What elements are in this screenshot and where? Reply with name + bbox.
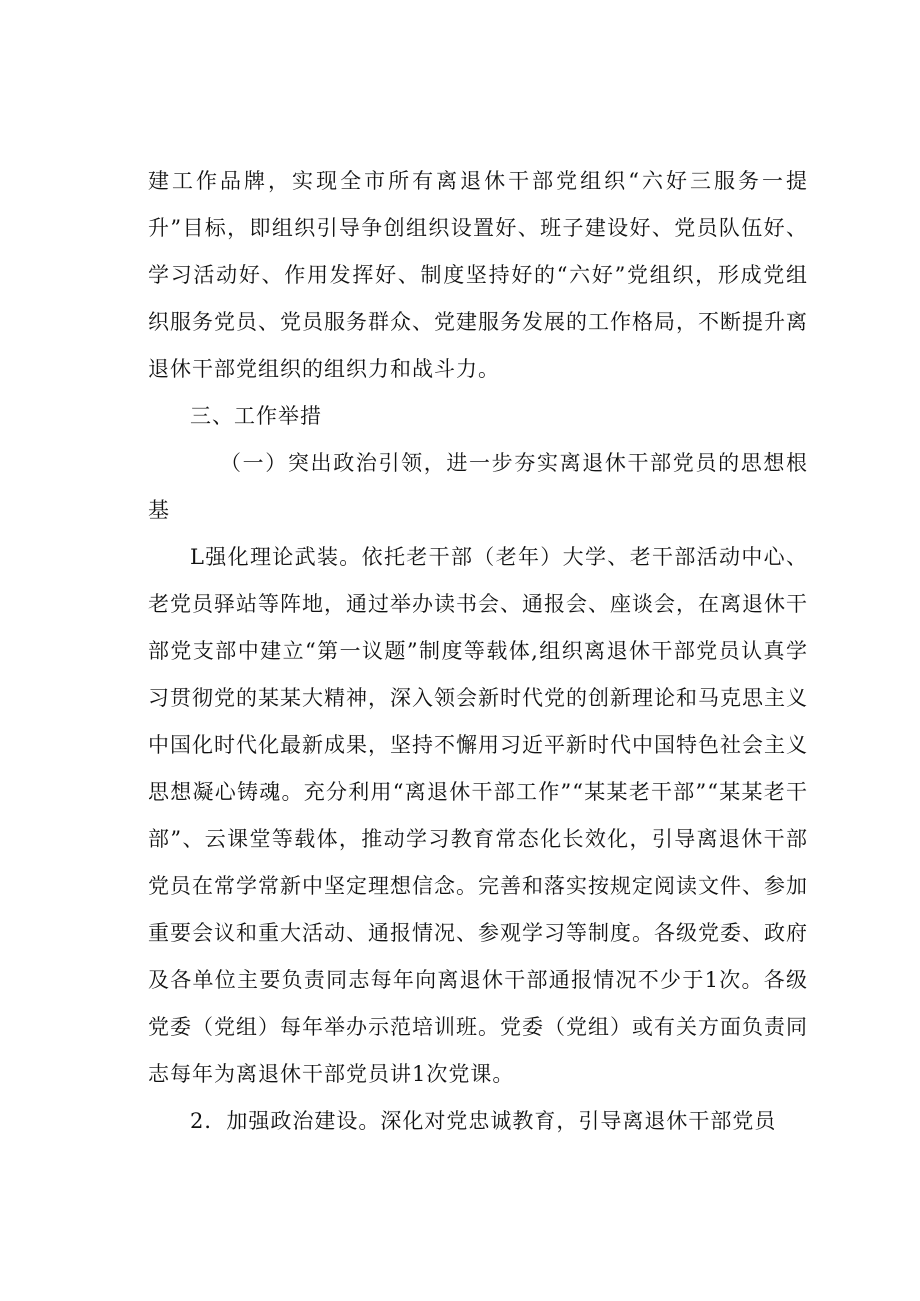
paragraph-theory-study: L强化理论武装。依托老干部（老年）大学、老干部活动中心、老党员驿站等阵地，通过举办读书会、通报会、座谈会，在离退休干部党支部中建立“第一议题”制度等载体,组织离退休干部党员认真学习贯彻党的某某大精神，深入领会新时代党的创新理论和马克思主义中国化时代化最新成果，坚持不懈用习近平新时代中国特色社会主义思想凝心铸魂。充分利用“离退休干部工作”“某某老干部”“某某老干部”、云课堂等载体，推动学习教育常态化长效化，引导离退休干部党员在常学常新中坚定理想信念。完善和落实按规定阅读文件、参加重要会议和重大活动、通报情况、参观学习等制度。各级党委、政府及各单位主要负责同志每年向离退休干部通报情况不少于1次。各级党委（党组）每年举办示范培训班。党委（党组）或有关方面负责同志每年为离退休干部党员讲1次党课。	[148, 545, 808, 1086]
paragraph-political-building: 2．加强政治建设。深化对党忠诚教育，引导离退休干部党员	[190, 1109, 777, 1133]
subsection-heading: （一）突出政治引领，进一步夯实离退休干部党员的思想根基	[148, 451, 808, 522]
intro-paragraph: 建工作品牌，实现全市所有离退休干部党组织“六好三服务一提升”目标，即组织引导争创组织设置好、班子建设好、党员队伍好、学习活动好、作用发挥好、制度坚持好的“六好”党组织，形成党组织服务党员、党员服务群众、党建服务发展的工作格局，不断提升离退休干部党组织的组织力和战斗力。	[148, 169, 808, 381]
section-heading: 三、工作举措	[190, 404, 322, 428]
document-page	[148, 158, 808, 1145]
